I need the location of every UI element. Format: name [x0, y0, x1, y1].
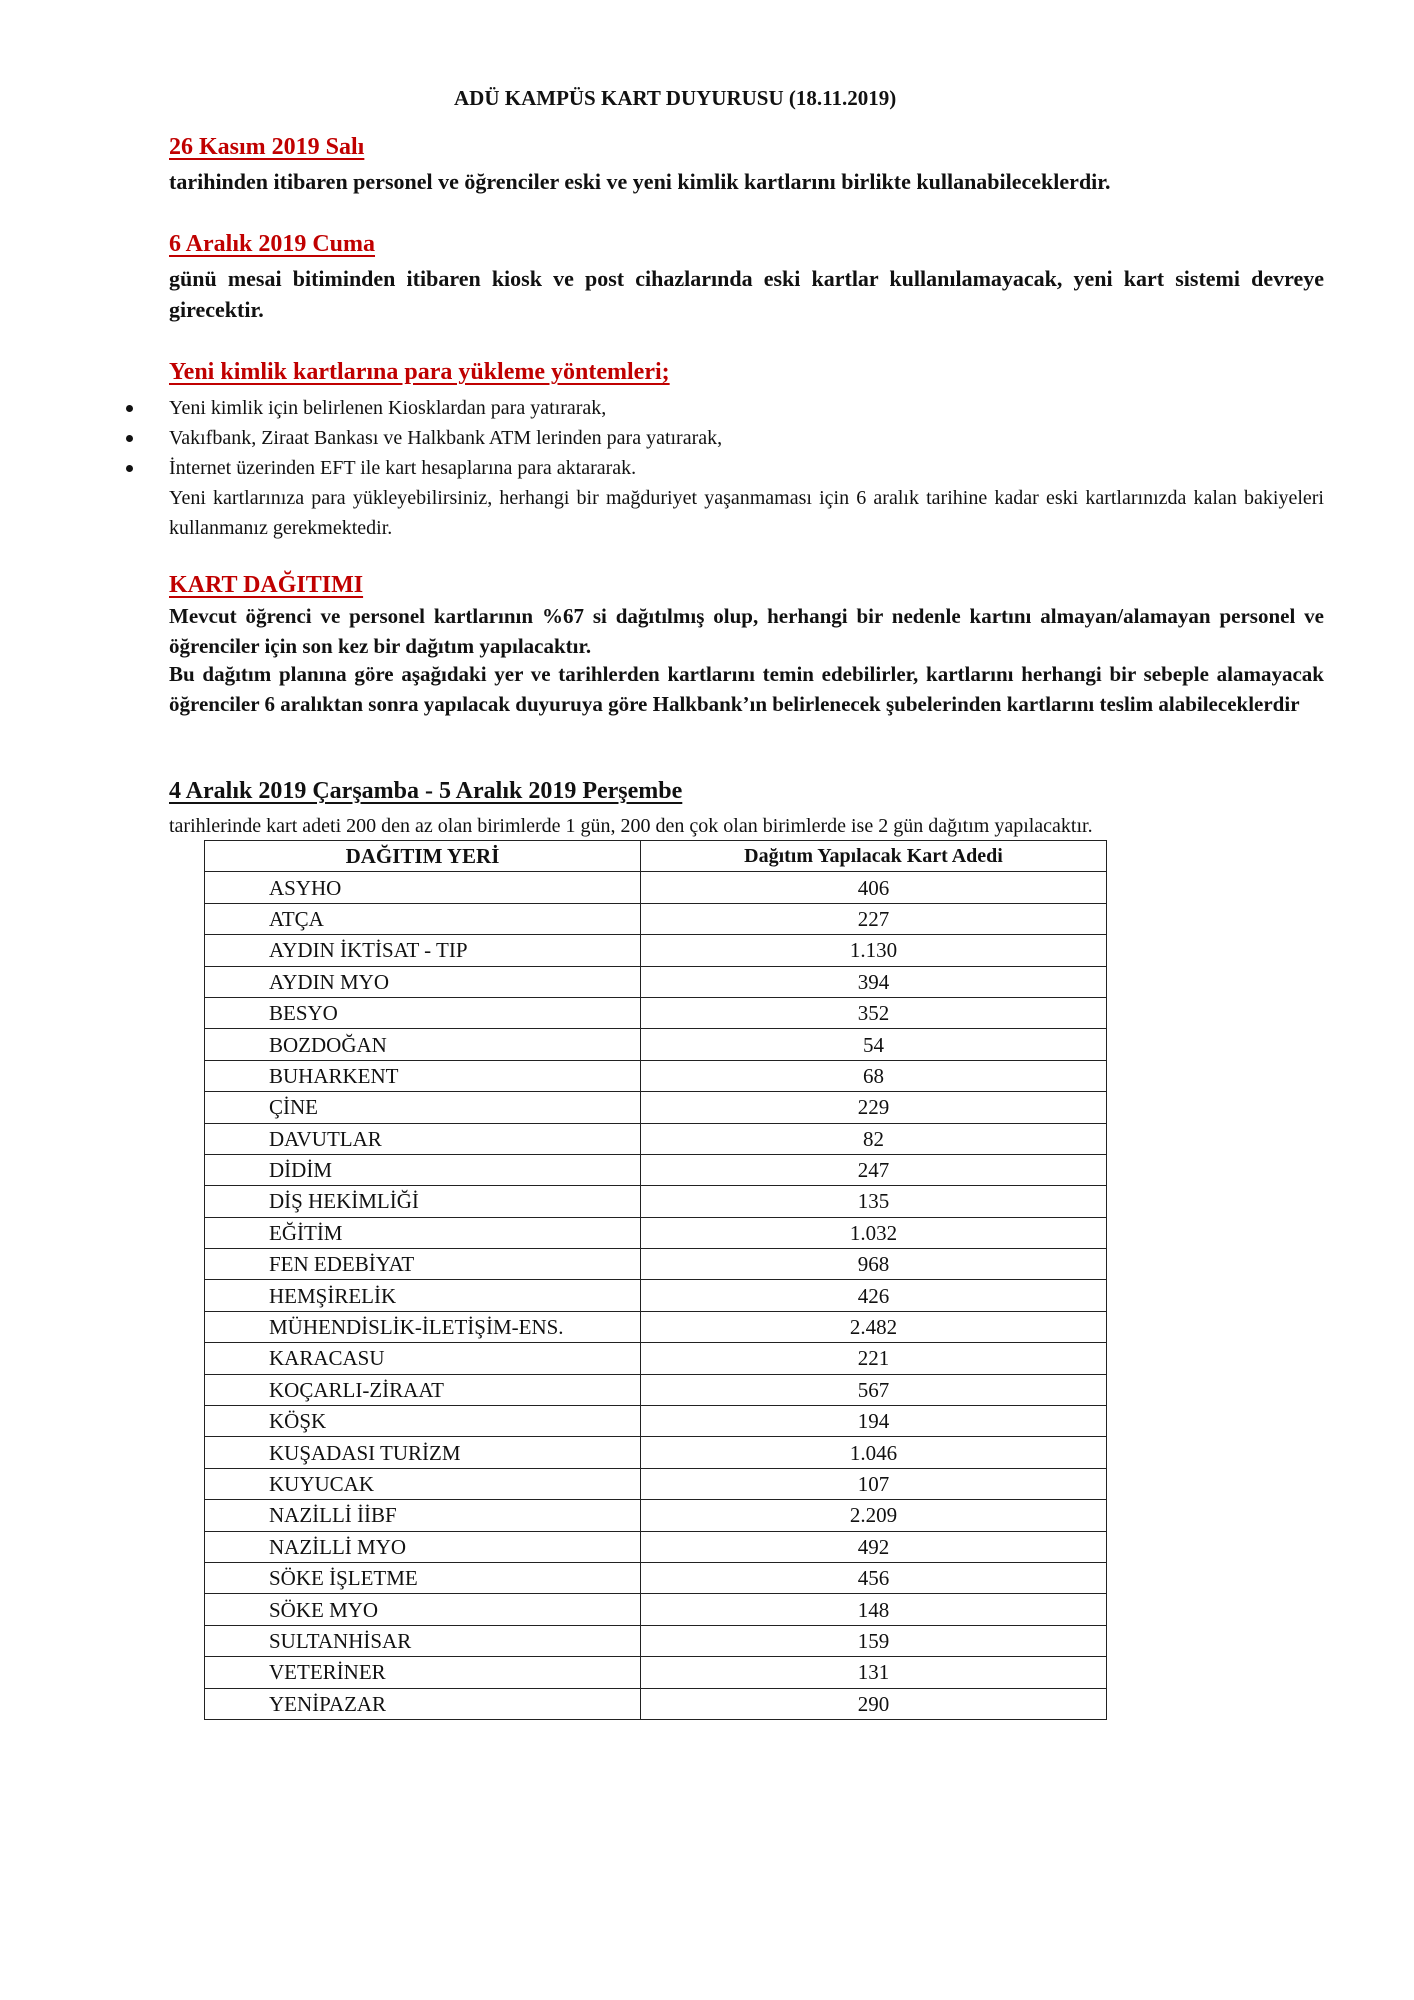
bullet-icon	[126, 405, 133, 412]
location-cell: AYDIN İKTİSAT - TIP	[205, 935, 641, 966]
location-cell: SÖKE İŞLETME	[205, 1562, 641, 1593]
section2-date: 6 Aralık 2019 Cuma	[169, 231, 376, 257]
card-count-cell: 131	[641, 1657, 1107, 1688]
table-row	[205, 1092, 1107, 1123]
table-row	[205, 1531, 1107, 1562]
location-cell: KÖŞK	[205, 1406, 641, 1437]
table-row	[205, 1500, 1107, 1531]
location-cell: EĞİTİM	[205, 1217, 641, 1248]
section3-heading: Yeni kimlik kartlarına para yükleme yöntemleri;	[169, 359, 670, 385]
list-item-text: Yeni kimlik için belirlenen Kiosklardan para yatırarak,	[169, 397, 607, 419]
card-count-cell: 352	[641, 997, 1107, 1028]
list-item-text: İnternet üzerinden EFT ile kart hesaplarına para aktararak.	[169, 457, 637, 479]
location-cell: DAVUTLAR	[205, 1123, 641, 1154]
card-count-cell: 2.209	[641, 1500, 1107, 1531]
location-cell: NAZİLLİ MYO	[205, 1531, 641, 1562]
card-count-cell: 221	[641, 1343, 1107, 1374]
card-count-cell: 567	[641, 1374, 1107, 1405]
table-header-row	[205, 841, 1107, 872]
table-row	[205, 1029, 1107, 1060]
card-count-cell: 148	[641, 1594, 1107, 1625]
card-count-cell: 492	[641, 1531, 1107, 1562]
table-row	[205, 1186, 1107, 1217]
section3-note: Yeni kartlarınıza para yükleyebilirsiniz, herhangi bir mağduriyet yaşanmaması için 6 aralık tarihine kadar eski kartlarınızda kalan bakiyeleri kullanmanız gerekmektedir.	[169, 487, 1324, 539]
table-row	[205, 1657, 1107, 1688]
table-row	[205, 872, 1107, 903]
card-count-cell: 290	[641, 1688, 1107, 1719]
location-cell: VETERİNER	[205, 1657, 641, 1688]
card-count-cell: 229	[641, 1092, 1107, 1123]
location-cell: ATÇA	[205, 903, 641, 934]
location-cell: ASYHO	[205, 872, 641, 903]
location-cell: AYDIN MYO	[205, 966, 641, 997]
table-row	[205, 1562, 1107, 1593]
page-title: ADÜ KAMPÜS KART DUYURUSU (18.11.2019)	[454, 86, 897, 110]
bullet-icon	[126, 465, 133, 472]
card-count-cell: 135	[641, 1186, 1107, 1217]
location-cell: HEMŞİRELİK	[205, 1280, 641, 1311]
location-cell: DİŞ HEKİMLİĞİ	[205, 1186, 641, 1217]
card-count-cell: 194	[641, 1406, 1107, 1437]
table-row	[205, 997, 1107, 1028]
payment-methods-list	[120, 393, 722, 483]
table-row	[205, 903, 1107, 934]
section4-heading: KART DAĞITIMI	[169, 572, 364, 598]
location-cell: NAZİLLİ İİBF	[205, 1500, 641, 1531]
table-row	[205, 1060, 1107, 1091]
section2-text: günü mesai bitiminden itibaren kiosk ve post cihazlarında eski kartlar kullanılamayacak, yeni kart sistemi devreye girecektir.	[169, 266, 1324, 322]
location-cell: KUYUCAK	[205, 1468, 641, 1499]
table-body	[205, 872, 1107, 1720]
location-cell: SÖKE MYO	[205, 1594, 641, 1625]
table-row	[205, 1343, 1107, 1374]
table-row	[205, 1123, 1107, 1154]
table-row	[205, 1625, 1107, 1656]
card-count-cell: 247	[641, 1154, 1107, 1185]
location-cell: BUHARKENT	[205, 1060, 641, 1091]
table-row	[205, 1217, 1107, 1248]
location-cell: SULTANHİSAR	[205, 1625, 641, 1656]
table-row	[205, 1468, 1107, 1499]
table-row	[205, 1406, 1107, 1437]
card-count-cell: 1.130	[641, 935, 1107, 966]
section5-dates: 4 Aralık 2019 Çarşamba - 5 Aralık 2019 Perşembe	[169, 778, 683, 804]
table-row	[205, 1280, 1107, 1311]
card-count-cell: 68	[641, 1060, 1107, 1091]
table-row	[205, 1688, 1107, 1719]
column-header-location: DAĞITIM YERİ	[205, 841, 641, 872]
list-item	[120, 393, 722, 423]
card-count-cell: 1.046	[641, 1437, 1107, 1468]
list-item	[120, 453, 722, 483]
card-count-cell: 82	[641, 1123, 1107, 1154]
card-count-cell: 1.032	[641, 1217, 1107, 1248]
section5-text: tarihlerinde kart adeti 200 den az olan birimlerde 1 gün, 200 den çok olan birimlerde ise 2 gün dağıtım yapılacaktır.	[169, 815, 1093, 837]
section1-date: 26 Kasım 2019 Salı	[169, 134, 365, 160]
bullet-icon	[126, 435, 133, 442]
location-cell: ÇİNE	[205, 1092, 641, 1123]
table-row	[205, 1249, 1107, 1280]
column-header-card-count: Dağıtım Yapılacak Kart Adedi	[641, 841, 1107, 872]
table-row	[205, 1374, 1107, 1405]
card-count-cell: 2.482	[641, 1311, 1107, 1342]
location-cell: KOÇARLI-ZİRAAT	[205, 1374, 641, 1405]
card-count-cell: 159	[641, 1625, 1107, 1656]
location-cell: BOZDOĞAN	[205, 1029, 641, 1060]
card-count-cell: 456	[641, 1562, 1107, 1593]
table-row	[205, 935, 1107, 966]
table-row	[205, 1594, 1107, 1625]
card-count-cell: 227	[641, 903, 1107, 934]
section4-para1: Mevcut öğrenci ve personel kartlarının %67 si dağıtılmış olup, herhangi bir nedenle kartını almayan/alamayan personel ve öğrenciler için son kez bir dağıtım yapılacaktır.	[169, 604, 1324, 658]
table-row	[205, 1154, 1107, 1185]
location-cell: BESYO	[205, 997, 641, 1028]
card-count-cell: 394	[641, 966, 1107, 997]
distribution-table	[204, 840, 1107, 1720]
list-item	[120, 423, 722, 453]
location-cell: DİDİM	[205, 1154, 641, 1185]
section1-text: tarihinden itibaren personel ve öğrenciler eski ve yeni kimlik kartlarını birlikte kullanabileceklerdir.	[169, 169, 1111, 194]
section4-para2: Bu dağıtım planına göre aşağıdaki yer ve tarihlerden kartlarını temin edebilirler, kartlarını herhangi bir sebeple alamayacak öğrenciler 6 aralıktan sonra yapılacak duyuruya göre Halkbank’ın belirlenecek şubelerinden kartlarını teslim alabileceklerdir	[169, 662, 1324, 716]
location-cell: FEN EDEBİYAT	[205, 1249, 641, 1280]
card-count-cell: 426	[641, 1280, 1107, 1311]
card-count-cell: 107	[641, 1468, 1107, 1499]
location-cell: MÜHENDİSLİK-İLETİŞİM-ENS.	[205, 1311, 641, 1342]
card-count-cell: 406	[641, 872, 1107, 903]
card-count-cell: 54	[641, 1029, 1107, 1060]
table-row	[205, 1437, 1107, 1468]
location-cell: KUŞADASI TURİZM	[205, 1437, 641, 1468]
table-row	[205, 1311, 1107, 1342]
location-cell: YENİPAZAR	[205, 1688, 641, 1719]
list-item-text: Vakıfbank, Ziraat Bankası ve Halkbank ATM lerinden para yatırarak,	[169, 427, 723, 449]
table-row	[205, 966, 1107, 997]
location-cell: KARACASU	[205, 1343, 641, 1374]
card-count-cell: 968	[641, 1249, 1107, 1280]
